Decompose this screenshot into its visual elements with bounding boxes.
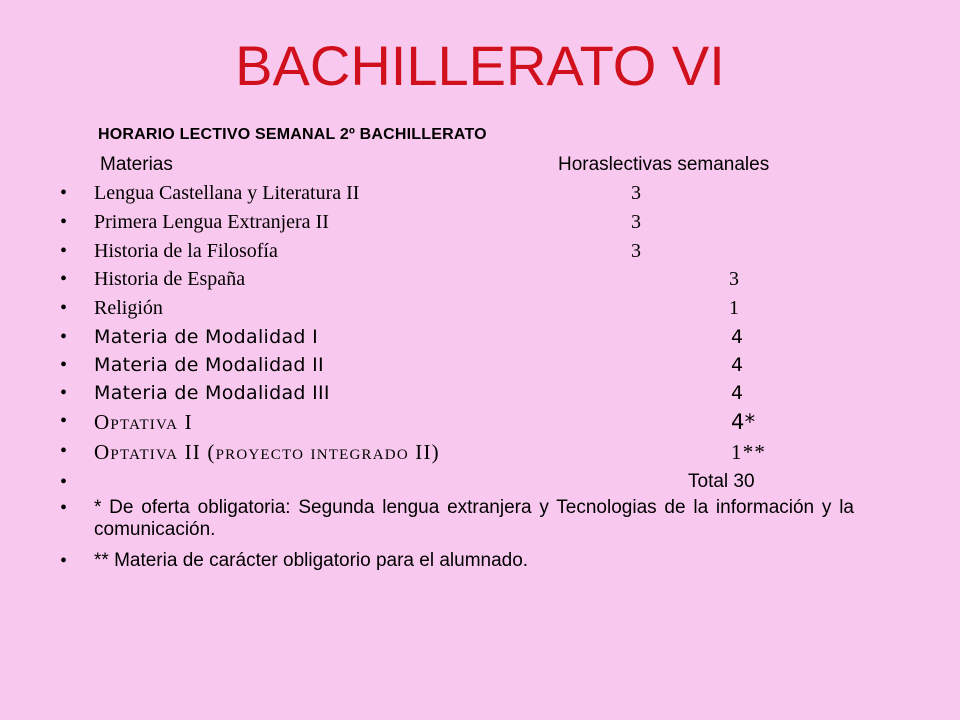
footnote-item	[0, 550, 960, 578]
bullet: •	[60, 182, 68, 204]
subject-hours: 3	[631, 182, 641, 204]
subject-label: Optativa I	[94, 410, 193, 434]
subject-hours: 3	[631, 240, 641, 262]
subject-hours: 3	[631, 211, 641, 233]
slide-title: BACHILLERATO VI	[235, 34, 725, 97]
list-item	[0, 211, 960, 239]
footnote-text: ** Materia de carácter obligatorio para el alumnado.	[94, 550, 529, 571]
list-item	[0, 240, 960, 268]
bullet: •	[60, 471, 68, 493]
footnote-text: * De oferta obligatoria: Segunda lengua extranjera y Tecnologias de la información y la comunicación.	[94, 497, 854, 540]
bullet: •	[60, 268, 68, 290]
bullet: •	[60, 326, 68, 348]
subject-label: Religión	[94, 297, 163, 319]
subject-hours: 4*	[731, 410, 756, 434]
subject-label: Primera Lengua Extranjera II	[94, 211, 329, 233]
subject-hours: 1**	[731, 440, 767, 464]
subject-hours: 4	[731, 354, 744, 376]
subject-hours: 1	[729, 297, 739, 319]
subject-label: Materia de Modalidad I	[94, 326, 319, 348]
bullet: •	[60, 550, 68, 572]
subject-label: Historia de la Filosofía	[94, 240, 278, 262]
list-item	[0, 326, 960, 354]
total-row	[0, 471, 960, 499]
bullet: •	[60, 497, 68, 519]
list-item	[0, 382, 960, 410]
footnote-item	[0, 497, 960, 547]
bullet: •	[60, 354, 68, 376]
bullet: •	[60, 211, 68, 233]
column-header-hours: Horaslectivas semanales	[558, 154, 770, 175]
bullet: •	[60, 410, 68, 432]
list-item	[0, 410, 960, 438]
subject-label: Lengua Castellana y Literatura II	[94, 182, 360, 204]
subject-hours: 3	[729, 268, 739, 290]
column-header-subjects: Materias	[100, 154, 173, 175]
bullet: •	[60, 240, 68, 262]
subject-label: Materia de Modalidad II	[94, 354, 324, 376]
subject-hours: 4	[731, 382, 744, 404]
bullet: •	[60, 297, 68, 319]
subject-hours: 4	[731, 326, 744, 348]
subject-label: Historia de España	[94, 268, 246, 290]
slide-subtitle: HORARIO LECTIVO SEMANAL 2º BACHILLERATO	[98, 126, 487, 143]
total-hours: Total 30	[688, 471, 755, 492]
list-item	[0, 268, 960, 296]
bullet: •	[60, 440, 68, 462]
list-item	[0, 297, 960, 325]
list-item	[0, 354, 960, 382]
subject-label: Materia de Modalidad III	[94, 382, 330, 404]
bullet: •	[60, 382, 68, 404]
list-item	[0, 440, 960, 468]
subject-label: Optativa II (proyecto integrado II)	[94, 440, 440, 464]
list-item	[0, 182, 960, 210]
